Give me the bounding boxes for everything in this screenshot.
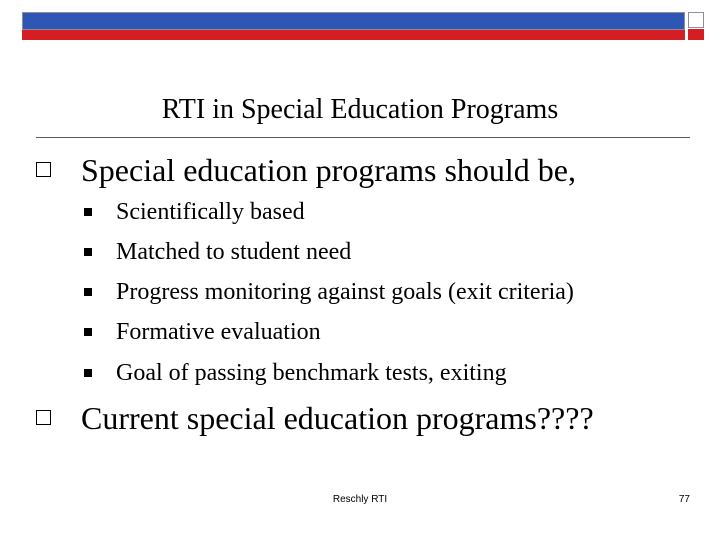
sub-bullet-text: Goal of passing benchmark tests, exiting	[116, 360, 507, 386]
slide-title: RTI in Special Education Programs	[161, 94, 559, 125]
filled-square-bullet-icon	[84, 288, 92, 296]
hollow-square-bullet-icon	[36, 162, 51, 177]
footer-text: Reschly RTI	[332, 494, 388, 505]
header-square-top	[688, 12, 704, 28]
hollow-square-bullet-icon	[36, 410, 51, 425]
sub-bullet-text: Matched to student need	[116, 239, 352, 265]
bullet-text: Special education programs should be,	[81, 152, 576, 188]
header-bar-red	[22, 30, 685, 40]
title-underline	[36, 137, 690, 138]
page-number: 77	[678, 494, 690, 505]
filled-square-bullet-icon	[84, 248, 92, 256]
header-square-bottom	[688, 29, 704, 40]
sub-bullet-text: Formative evaluation	[116, 319, 321, 345]
filled-square-bullet-icon	[84, 208, 92, 216]
sub-bullet-text: Progress monitoring against goals (exit criteria)	[116, 279, 574, 305]
filled-square-bullet-icon	[84, 369, 92, 377]
bullet-text: Current special education programs????	[81, 400, 594, 436]
filled-square-bullet-icon	[84, 328, 92, 336]
header-bar-blue	[22, 12, 685, 30]
sub-bullet-text: Scientifically based	[116, 199, 305, 225]
